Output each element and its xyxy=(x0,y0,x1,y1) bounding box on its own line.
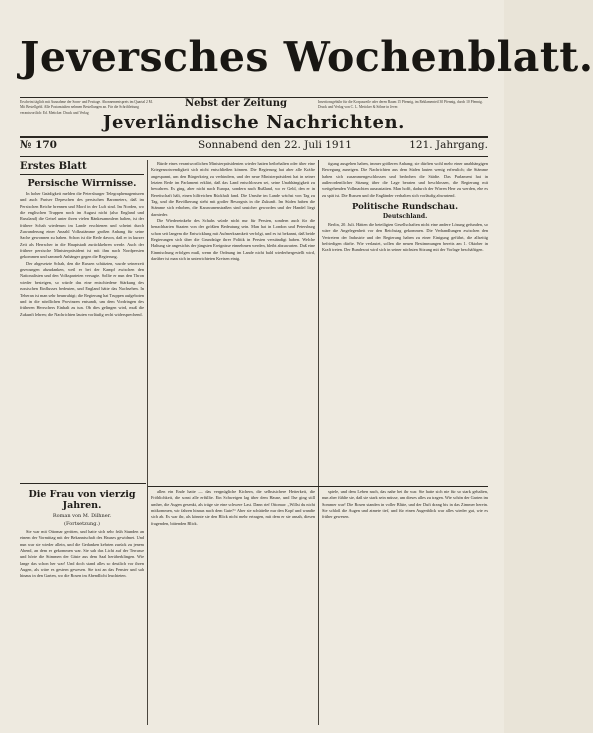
country-heading: Deutschland. xyxy=(382,213,428,221)
article-paragraph: Die Wiedereinkehr des Schahs würde nicht nur für Persien, sondern auch für die benachbarten Staaten von der größten Bedeutung sein. Man hat in London und Petersburg schon seit langem die Entwicklung mit Aufmerksamkeit verfolgt, und es ist bekannt, daß beide Regierungen sich über die Grundzüge ihrer Politik in Persien verständigt haben. Welche Haltung sie angesichts der jüngsten Ereignisse einnehmen werden, bleibt abzuwarten. Daß eine Einmischung erfolgen muß, wenn die Ordnung im Lande nicht bald wiederhergestellt wird, darüber ist man sich in unterrichteten Kreisen einig. xyxy=(151,218,315,262)
serial-heading: Die Frau von vierzig Jahren. xyxy=(28,489,136,511)
article-paragraph: Der abgesetzte Schah, den die Russen schützten, wurde seinerzeit gezwungen abzudanken, weil er bei der Kampf zwischen den Nationalisten und den Volksparteien versagte. Sollte er nun den Thron wieder besteigen, so würde das eine entschiedene Stärkung des russischen Einflusses bedeuten, und England hätte das Nachsehen. In Teheran ist man sehr beunruhigt; die Regierung hat Truppen aufgeboten und in die nördlichen Provinzen entsandt, um dem Vordringen des früheren Herrschers Einhalt zu tun. Ob dies gelingen wird, muß die Zukunft lehren; die Nachrichten lauten vorläufig recht widersprechend. xyxy=(20,260,144,317)
nebst-der-zeitung: Nebst der Zeitung xyxy=(185,98,287,109)
article-paragraph: Bürde eines verantwortlichen Ministerpräsidenten wieder hatten beibehalten oder über eine Kriegesnotwendigkeit sich nicht entschließen können. Die Regierung hat aber alle Kräfte angespannt, um den Bürgerkrieg zu verhindern, und der neue Ministerpräsident hat in seiner letzten Rede im Parlament erklärt, daß das Land entschlossen sei, seine Unabhängigkeit zu bewahren. Es ging, aber nicht nach Europa, sondern nach Rußland, wo er Geld, den er in Bereitschaft hält, einen hilfreichen Rückhalt fand. Die Unruhe im Lande wächst von Tag zu Tag, und die Bevölkerung sieht mit großer Besorgnis in die Zukunft. Im Süden haben die Stämme sich erhoben, die Karawanenstraßen sind unsicher geworden und der Handel liegt darnieder. xyxy=(151,161,315,217)
feuilleton-rule xyxy=(20,483,146,484)
column-1-bottom xyxy=(20,486,144,726)
politics-text xyxy=(322,222,488,254)
serial-text xyxy=(151,489,315,527)
dateline-rule-bottom xyxy=(20,156,488,157)
volume-year: 121. Jahrgang. xyxy=(409,139,488,151)
article-text xyxy=(322,161,488,199)
serial-paragraph: allen ein Ende hatte — das vergnügliche Kichern, die selbstsichere Heiterkeit, die Fröhlichkeit, die sonst alle erfüllte. Ein Schweigen lag über dem Hause, und Ilse ging still umher, die Augen gesenkt, als trüge sie eine schwere Last. Dann rief Ottomar: „Willst du nicht mitkommen, wir fahren hinaus nach dem Gute?“ Aber sie schüttelte nur den Kopf und wandte sich ab. Es war ihr, als könnte sie den Blick nicht mehr ertragen, mit dem er sie ansah, diesen fragenden, bittenden Blick. xyxy=(151,489,315,526)
feuilleton-rule-wide xyxy=(148,486,488,487)
article-paragraph: tigung ausgehen haben, immer größeren Anhang; sie dürften wohl mehr einer unabhängigen Bewegung zuneigen. Die Nachrichten aus dem Süden lauten wenig erfreulich; die Stämme haben sich zusammengeschlossen und bedrohen die Städte. Das Parlament hat in außerordentlicher Sitzung über die Lage beraten und beschlossen, die Regierung mit weitgehenden Vollmachten auszustatten. Man hofft, dadurch der Wirren Herr zu werden, ehe es zu spät ist. Die Russen und die Engländer verhalten sich vorläufig abwartend. xyxy=(322,161,488,198)
issue-number: № 170 xyxy=(20,139,57,151)
politics-paragraph: Berlin, 20. Juli. Hätten die beteiligten Gesellschaften nicht eine andere Lösung gefunden, so wäre die Angelegenheit vor den Reichstag gekommen. Die Verhandlungen zwischen den Vertretern der Industrie und der Regierung haben zu einer Einigung geführt, die allseitig befriedigen dürfte. Wie verlautet, sollen die neuen Bestimmungen bereits am 1. Oktober in Kraft treten. Der Bundesrat wird sich in seiner nächsten Sitzung mit der Vorlage beschäftigen. xyxy=(322,222,488,253)
serial-continuation: (Fortsetzung.) xyxy=(64,521,100,527)
publication-notice-left: Erscheint täglich mit Ausnahme der Sonn- und Festtage. Abonnementspreis im Quartal 2 M. Mit Bestellgeld. Alle Postanstalten nehmen Bestellungen an. Für die Schriftleitung verantwortlich: Ed. Mettcker. Druck und Verlag xyxy=(20,100,153,115)
article-paragraph: In hoher Gnädigkeit melden die Petersburger Telegraphenagenturen und auch Pariser Depeschen des persischen Barometers, daß im Persischen Reiche brennen und Mord in der Luft sind. Im Norden, wo die englischen Truppen noch im August nicht (also England und Russland) die Geisel unter ihren vielen Ränkesammlern halten, ist der frühere Schah wiederum im Lande erschienen und scheint durch Zuwanderung einer Anzahl Volksstämme großen Anhang für seine Sache gewonnen zu haben. Schon ist die Rede davon, daß er in kurzer Zeit als Herrscher in die Hauptstadt zurückkehren werde. Auch der frühere persische Ministerpräsident ist mit ihm nach Nordpersien gekommen und sammelt Anhänger gegen die Regierung. xyxy=(20,191,144,260)
masthead xyxy=(20,24,593,96)
article-heading: Persische Wirrnisse. xyxy=(27,178,137,189)
column-2-bottom xyxy=(151,489,315,725)
column-divider-1 xyxy=(147,160,148,725)
column-1-top xyxy=(20,161,144,481)
serial-byline: Roman von M. Dilhner. xyxy=(52,513,112,519)
masthead-title: Jeversches Wochenblatt. xyxy=(20,33,593,81)
column-3-top xyxy=(322,161,488,486)
issue-date: Sonnabend den 22. Juli 1911 xyxy=(198,139,352,151)
serial-paragraph: Sie war mit Ottomar geritten, und hatte sich sehr früh Stunden an einem der Vormittag mit der Bekanntschaft des Hauses gewidmet. Und nun war sie wieder allein, und die Gedanken kehrten zurück zu jenem Abend, an dem er gekommen war. Sie sah das Licht auf der Terrasse und hörte die Stimmen der Gäste aus dem Saal herüberklingen. Wie lange das schon her war! Und doch stand alles so deutlich vor ihren Augen, als wäre es gestern gewesen. Sie trat an das Fenster und sah hinaus in den Garten, wo die Rosen im Abendlicht leuchteten. xyxy=(20,529,144,579)
column-3-bottom xyxy=(322,489,488,725)
dateline-rule-top xyxy=(20,136,488,138)
serial-text xyxy=(20,529,144,580)
column-divider-2 xyxy=(318,160,319,725)
serial-paragraph: spiele, und dem Leben nach, das nahe bei ihr war. Sie hatte sich nie für so stark gehalten, nun aber fühlte sie, daß sie stark sein müsse, um dieses alles zu tragen. Wie schön der Garten im Sommer war! Die Rosen standen in voller Blüte, und der Duft drang bis in das Zimmer herein. Sie schloß die Augen und atmete tief, und für einen Augenblick war alles wieder gut, wie es früher gewesen. xyxy=(322,489,488,520)
article-text xyxy=(151,161,315,263)
supplement-title: Jeverländische Nachrichten. xyxy=(102,112,406,133)
politics-heading: Politische Rundschau. xyxy=(351,202,459,213)
column-2-top xyxy=(151,161,315,486)
serial-text xyxy=(322,489,488,521)
article-text xyxy=(20,191,144,318)
dateline xyxy=(20,139,488,155)
publication-notice-right: Insertionsgebühr für die Korpuszeile oder deren Raum 15 Pfennig, im Reklamenteil 30 Pfennig, durch 10 Pfennig. Druck und Verlag von C. L. Mettcker & Söhne in Jever. xyxy=(318,100,483,110)
section-heading: Erstes Blatt xyxy=(20,161,144,175)
